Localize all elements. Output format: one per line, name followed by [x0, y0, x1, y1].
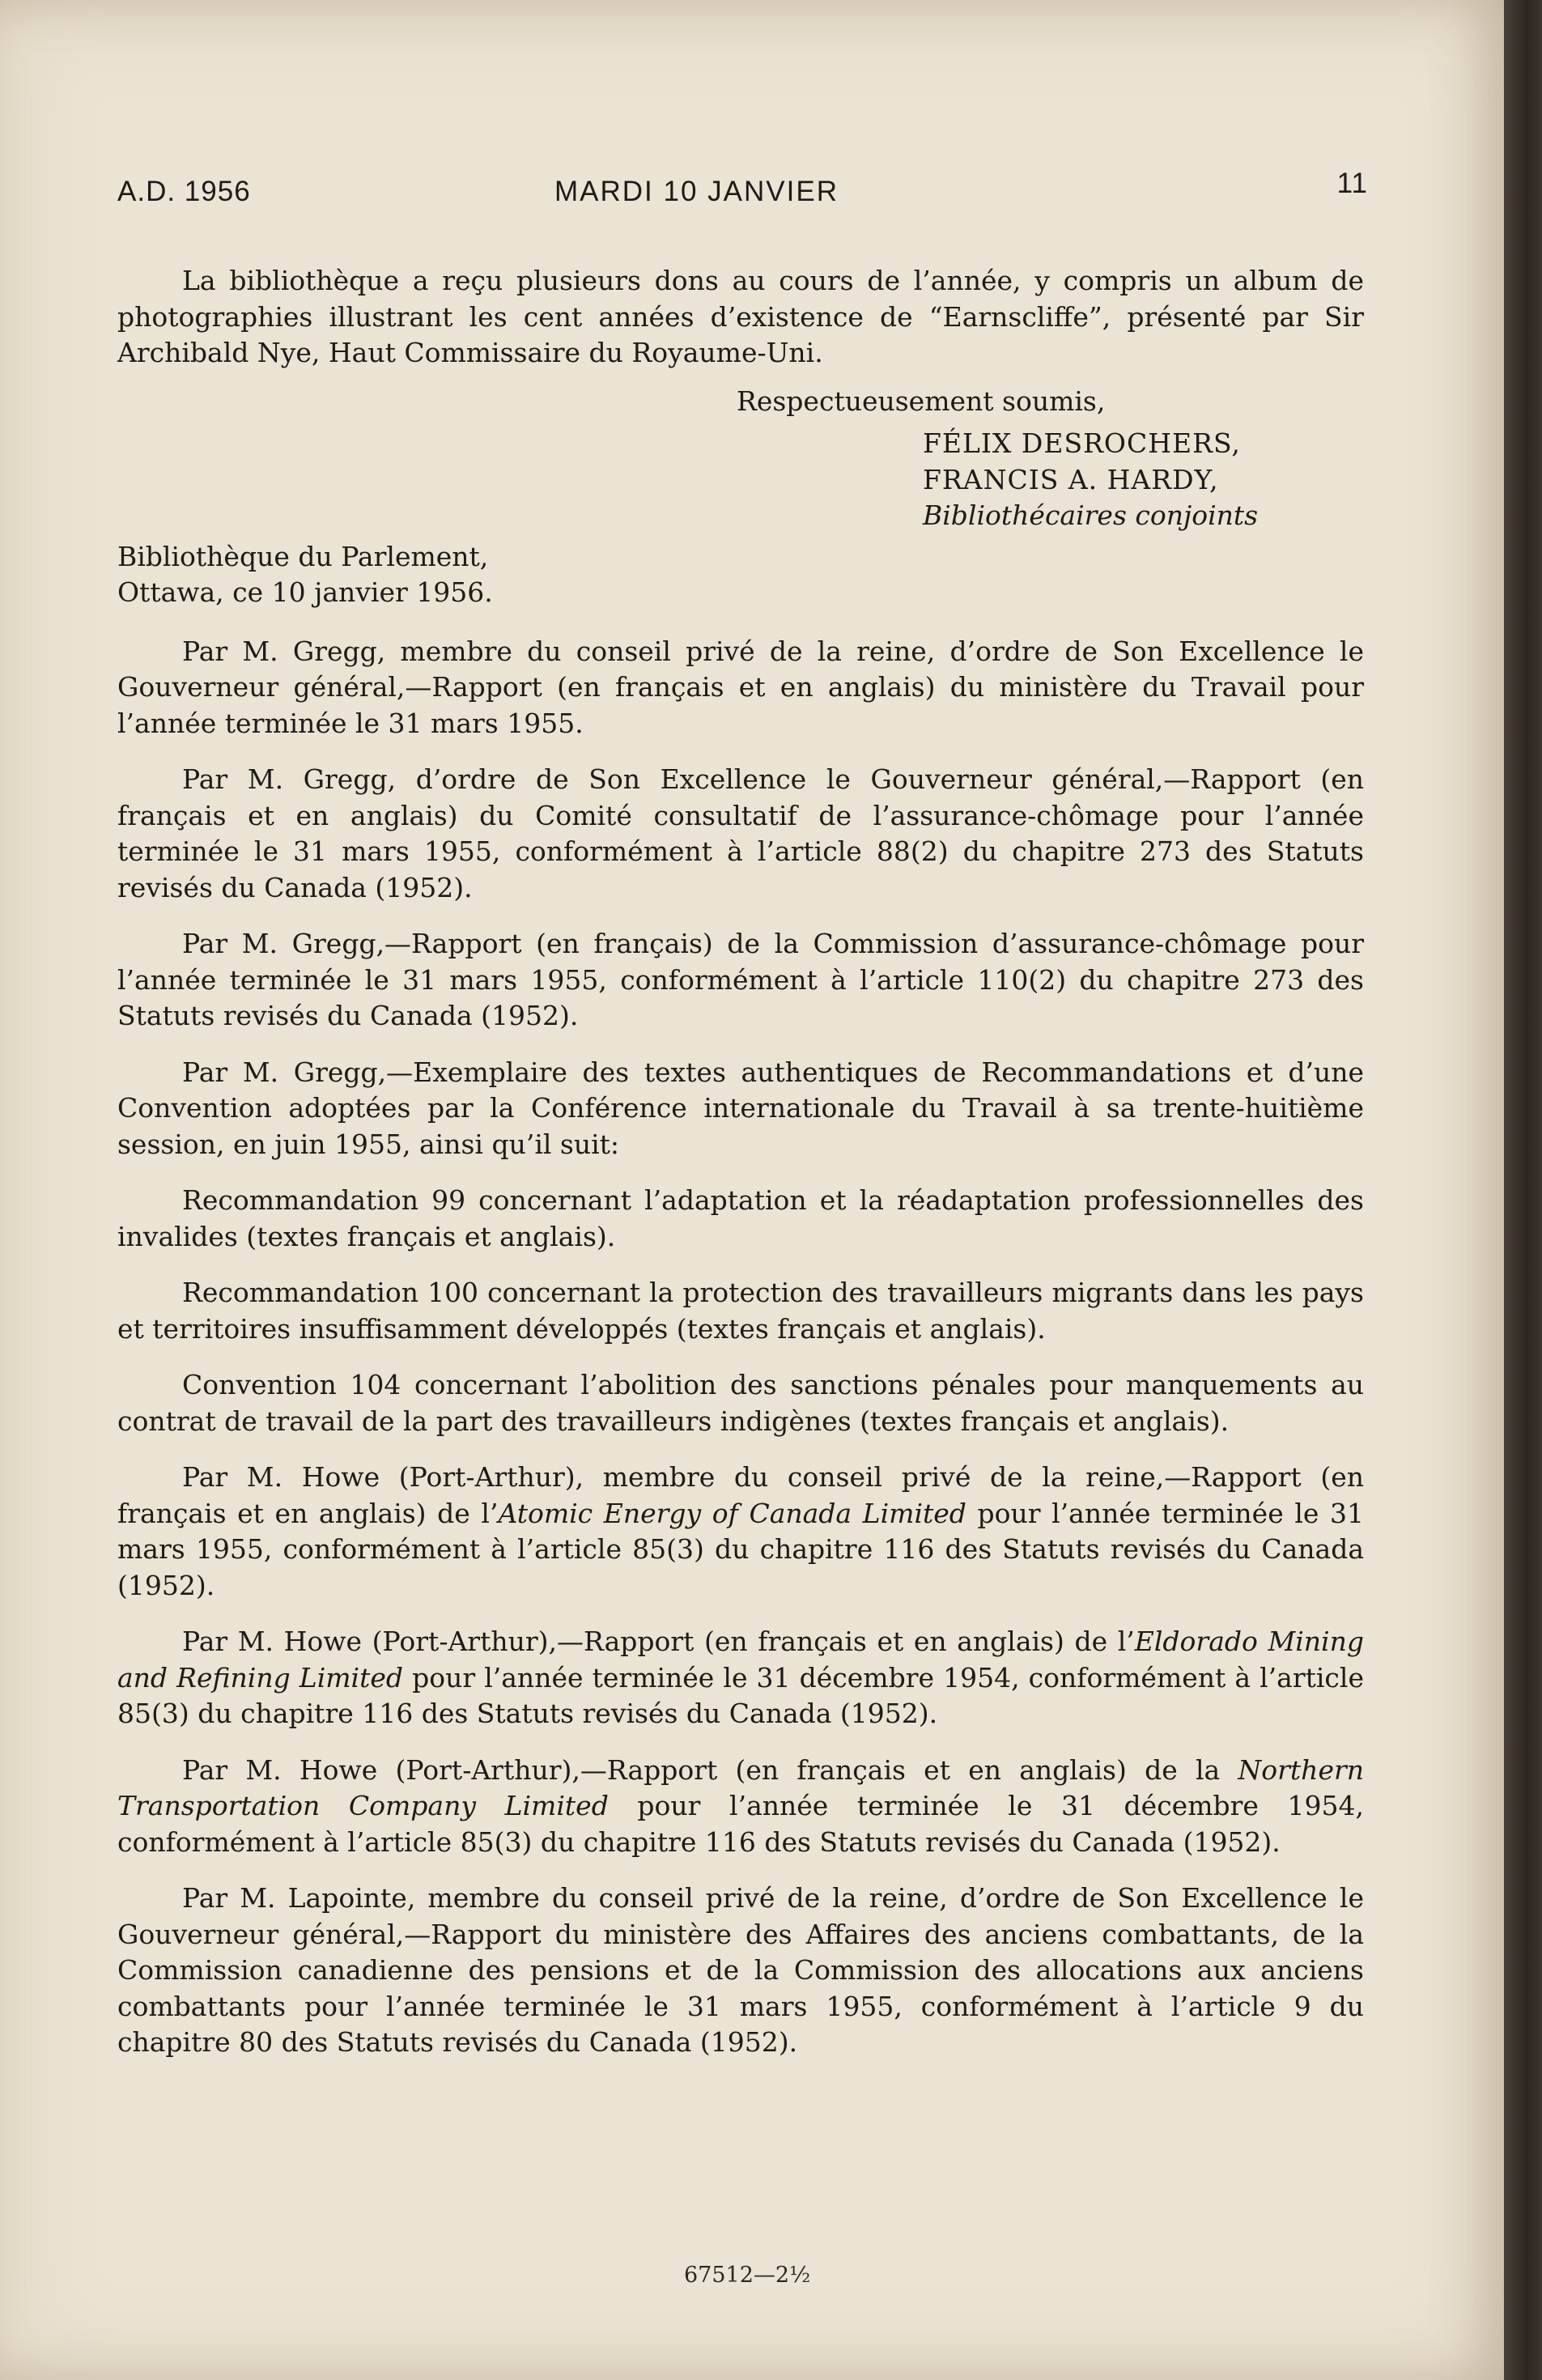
paragraph-text: Par M. Gregg,—Exemplaire des textes authentiques de Recommandations et d’une Convention adoptées par la Conférence internationale du Travail à sa trente-huitième session, en juin 1955, ainsi qu’il suit:: [117, 1056, 1364, 1160]
paragraph-text: Par M. Howe (Port-Arthur),—Rapport (en français et en anglais) de la: [182, 1753, 1238, 1786]
paragraph-text: Par M. Gregg, membre du conseil privé de la reine, d’ordre de Son Excellence le Gouverneur général,—Rapport (en français et en anglais) du ministère du Travail pour l’année terminée le 31 mars 1955.: [117, 635, 1364, 739]
place-line-1: Bibliothèque du Parlement,: [117, 540, 489, 572]
paragraph-text: Convention 104 concernant l’abolition des sanctions pénales pour manquements au contrat de travail de la part des travailleurs indigènes (textes français et anglais).: [117, 1369, 1364, 1437]
footer-print-code: 67512—2½: [684, 2263, 811, 2288]
document-body: [117, 166, 1368, 2081]
report-paragraph: [117, 1460, 1364, 1604]
page-header: [117, 166, 1368, 215]
report-paragraph: [117, 1367, 1364, 1439]
paragraph-text-continued: pour l’année terminée le 31 décembre 1954, conformément à l’article 85(3) du chapitre 116 des Statuts revisés du Canada (1952).: [117, 1661, 1364, 1729]
report-paragraph: [117, 1055, 1364, 1163]
paragraph-text: Par M. Gregg,—Rapport (en français) de la Commission d’assurance-chômage pour l’année terminée le 31 mars 1955, conformément à l’article 110(2) du chapitre 273 des Statuts revisés du Canada (1952).: [117, 928, 1364, 1031]
paragraph-text: Recommandation 99 concernant l’adaptation et la réadaptation professionnelles des invalides (textes français et anglais).: [117, 1184, 1364, 1252]
company-name: Atomic Energy of Canada Limited: [498, 1497, 966, 1529]
signatory-role: Bibliothécaires conjoints: [923, 499, 1259, 531]
paragraph-list: [117, 634, 1364, 2061]
closing-line: Respectueusement soumis,: [737, 385, 1106, 417]
signatory-name-2: FRANCIS A. HARDY,: [923, 463, 1219, 495]
page-number: 11: [1336, 168, 1368, 199]
intro-paragraph: La bibliothèque a reçu plusieurs dons au cours de l’année, y compris un album de photographies illustrant les cent années d’existence de “Earnscliffe”, présenté par Sir Archibald Nye, Haut Commissaire du Royaume-Uni.: [117, 265, 1364, 368]
header-year: A.D. 1956: [117, 176, 251, 207]
company-name: Eldorado Mining and Refining Limited: [117, 1626, 1364, 1694]
paragraph-text-continued: pour l’année terminée le 31 mars 1955, conformément à l’article 85(3) du chapitre 116 des Statuts revisés du Canada (1952).: [117, 1497, 1364, 1601]
report-paragraph: [117, 1275, 1364, 1347]
report-paragraph: [117, 1753, 1364, 1861]
paragraph-text: Recommandation 100 concernant la protection des travailleurs migrants dans les pays et territoires insuffisamment développés (textes français et anglais).: [117, 1277, 1364, 1345]
paragraph-text-continued: pour l’année terminée le 31 décembre 1954, conformément à l’article 85(3) du chapitre 116 des Statuts revisés du Canada (1952).: [117, 1790, 1364, 1858]
paragraph-text: Par M. Lapointe, membre du conseil privé de la reine, d’ordre de Son Excellence le Gouverneur général,—Rapport du ministère des Affaires des anciens combattants, de la Commission canadienne des pensions et de la Commission des allocations aux anciens combattants pour l’année terminée le 31 mars 1955, conformément à l’article 9 du chapitre 80 des Statuts revisés du Canada (1952).: [117, 1882, 1364, 2058]
report-paragraph: [117, 1183, 1364, 1255]
signatory-name-1: FÉLIX DESROCHERS,: [923, 427, 1241, 459]
header-date: MARDI 10 JANVIER: [554, 176, 839, 207]
paragraph-text: Par M. Gregg, d’ordre de Son Excellence le Gouverneur général,—Rapport (en français et en anglais) du Comité consultatif de l’assurance-chômage pour l’année terminée le 31 mars 1955, conformément à l’article 88(2) du chapitre 273 des Statuts revisés du Canada (1952).: [117, 763, 1364, 903]
book-spine: [1504, 0, 1542, 2380]
report-paragraph: [117, 1881, 1364, 2061]
report-paragraph: [117, 634, 1364, 742]
report-paragraph: [117, 926, 1364, 1035]
paragraph-text: Par M. Howe (Port-Arthur), membre du conseil privé de la reine,—Rapport (en français et en anglais) de l’: [117, 1461, 1364, 1529]
paragraph-text: Par M. Howe (Port-Arthur),—Rapport (en français et en anglais) de l’: [182, 1626, 1135, 1657]
report-paragraph: [117, 1624, 1364, 1732]
place-line-2: Ottawa, ce 10 janvier 1956.: [117, 576, 493, 608]
place-date-block: [117, 539, 1364, 611]
signature-block: [117, 426, 1364, 534]
company-name: Northern Transportation Company Limited: [117, 1753, 1364, 1821]
report-paragraph: [117, 762, 1364, 906]
